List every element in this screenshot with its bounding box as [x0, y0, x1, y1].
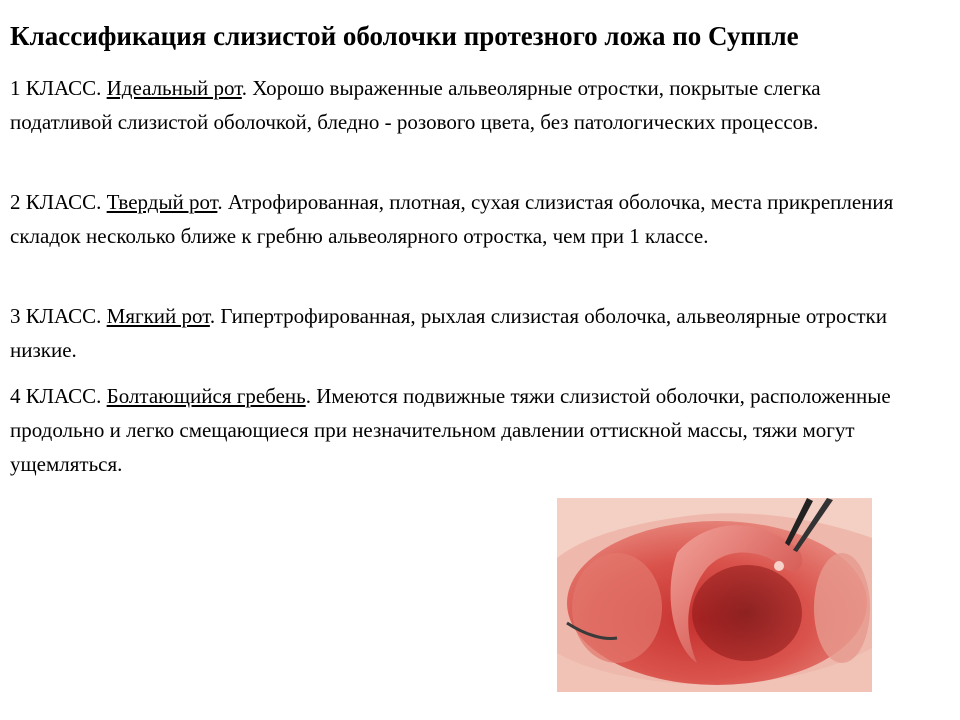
class-3-description: . Гипертрофированная, рыхлая слизистая оболочка, альвеолярные отростки низкие. — [10, 304, 887, 362]
oral-cavity-illustration — [557, 498, 872, 692]
class-1-description: . Хорошо выраженные альвеолярные отростки, покрытые слегка податливой слизистой оболочкой, бледно - розового цвета, без патологических процессов. — [10, 76, 821, 134]
ridge-highlight — [774, 561, 784, 571]
class-4-term: Болтающийся гребень — [106, 384, 306, 408]
class-3-paragraph — [10, 299, 910, 367]
right-cheek-shape — [814, 553, 870, 663]
class-4-label: 4 КЛАСС. — [10, 384, 107, 408]
class-4-paragraph — [10, 379, 910, 481]
class-1-label: 1 КЛАСС. — [10, 76, 107, 100]
class-1-paragraph — [10, 71, 910, 139]
class-3-label: 3 КЛАСС. — [10, 304, 107, 328]
slide-title: Классификация слизистой оболочки протезного ложа по Суппле — [10, 21, 799, 51]
class-3-term: Мягкий рот — [106, 304, 210, 328]
oral-cavity-photo — [557, 498, 872, 692]
class-2-term: Твердый рот — [106, 190, 218, 214]
class-2-paragraph — [10, 185, 910, 253]
class-2-description: . Атрофированная, плотная, сухая слизистая оболочка, места прикрепления складок несколько ближе к гребню альвеолярного отростка, чем при 1 классе. — [10, 190, 894, 248]
class-1-term: Идеальный рот — [106, 76, 242, 100]
oral-cavity-shadow — [692, 565, 802, 661]
class-2-label: 2 КЛАСС. — [10, 190, 107, 214]
cheek-mucosa-shape — [572, 553, 662, 663]
class-4-description: . Имеются подвижные тяжи слизистой оболочки, расположенные продольно и легко смещающиеся при незначительном давлении оттискной массы, тяжи могут ущемляться. — [10, 384, 891, 476]
